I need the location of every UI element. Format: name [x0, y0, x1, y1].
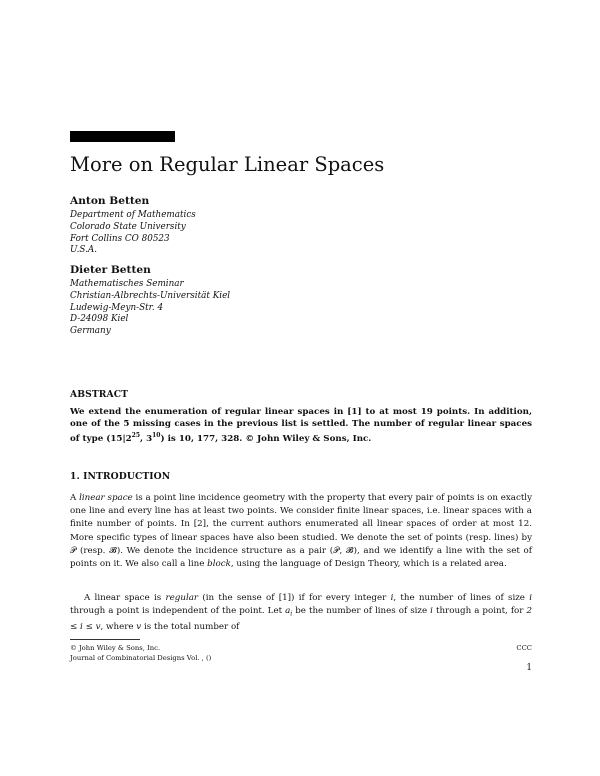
term-block: block — [207, 559, 231, 570]
math-var: v — [136, 622, 142, 633]
footer-left — [70, 643, 211, 663]
author-block-2 — [70, 264, 550, 338]
author-name: Dieter Betten — [70, 264, 151, 276]
term-linear-space: linear space — [79, 493, 133, 503]
body-paragraph-2: A linear space is regular (in the sense of [1]) if for every integer i, the number of lines of size i through a point is independent of the point. Let $a_i$ be the number of lines of size i through a point, for 2 ≤ i ≤ v, where v is the total number of — [70, 593, 533, 633]
abstract-text — [70, 406, 532, 445]
affiliation-line: Fort Collins CO 80523 — [70, 233, 170, 244]
math-var: $a_i$ — [285, 606, 293, 618]
section-heading-introduction: 1. INTRODUCTION — [70, 471, 171, 482]
abstract-heading: ABSTRACT — [70, 389, 129, 400]
footer-code: CCC — [516, 644, 532, 652]
abstract-text-part: John Wiley & Sons, Inc. — [254, 433, 372, 444]
math-pair: (𝒫, 𝓑) — [329, 545, 357, 556]
abstract-text-part: We extend the enumeration of regular linear spaces in [1] to at most 19 points. In addition, one of the 5 missing cases in the previous list is settled. The number of regular linear spaces of type — [70, 407, 532, 444]
footer-rule — [70, 639, 140, 640]
header-black-bar — [70, 131, 175, 142]
affiliation-line: U.S.A. — [70, 245, 98, 256]
math-set-blocks: 𝓑 — [109, 545, 117, 556]
type-expression: ($15|2^{25}$, $3^{10}$) — [106, 432, 165, 444]
footer-journal: Journal of Combinatorial Designs Vol. , () — [70, 654, 212, 662]
math-inequality: 2 ≤ i ≤ v — [70, 606, 532, 633]
body-paragraph-1: A linear space is a point line incidence geometry with the property that every pair of points is on exactly one line and every line has at least two points. We consider finite linear spaces, i.e. linear spaces with a finite number of points. In [2], the current authors enumerated all linear spaces of order at most 12. More specific types of linear spaces have also been studied. We denote the set of points (resp. lines) by 𝒫 (resp. 𝓑). We denote the incidence structure as a pair (𝒫, 𝓑), and we identify a line with the set of points on it. We also call a line block, using the language of Design Theory, which is a related area. — [70, 493, 532, 570]
affiliation-line: Germany — [70, 326, 111, 337]
math-var: i — [390, 593, 394, 603]
abstract-text-part: is 10, 177, 328. — [164, 433, 246, 444]
affiliation-line: Christian-Albrechts-Universität Kiel — [70, 290, 231, 301]
affiliation-line: Mathematisches Seminar — [70, 279, 184, 289]
term-regular: regular — [165, 593, 199, 603]
math-var: i — [529, 593, 533, 603]
affiliation-line: Department of Mathematics — [70, 210, 196, 220]
affiliation-line: Colorado State University — [70, 221, 186, 232]
affiliation-line: Ludewig-Meyn-Str. 4 — [70, 302, 164, 313]
author-name: Anton Betten — [70, 195, 150, 207]
page-number: 1 — [526, 663, 532, 673]
affiliation-line: D-24098 Kiel — [70, 314, 129, 325]
paper-title: More on Regular Linear Spaces — [70, 153, 385, 176]
footer-copyright: © John Wiley & Sons, Inc. — [70, 644, 161, 652]
copyright-mark: © — [245, 433, 255, 444]
math-var: i — [430, 606, 433, 617]
author-block-1 — [70, 195, 550, 257]
math-set-points: 𝒫 — [70, 545, 77, 556]
